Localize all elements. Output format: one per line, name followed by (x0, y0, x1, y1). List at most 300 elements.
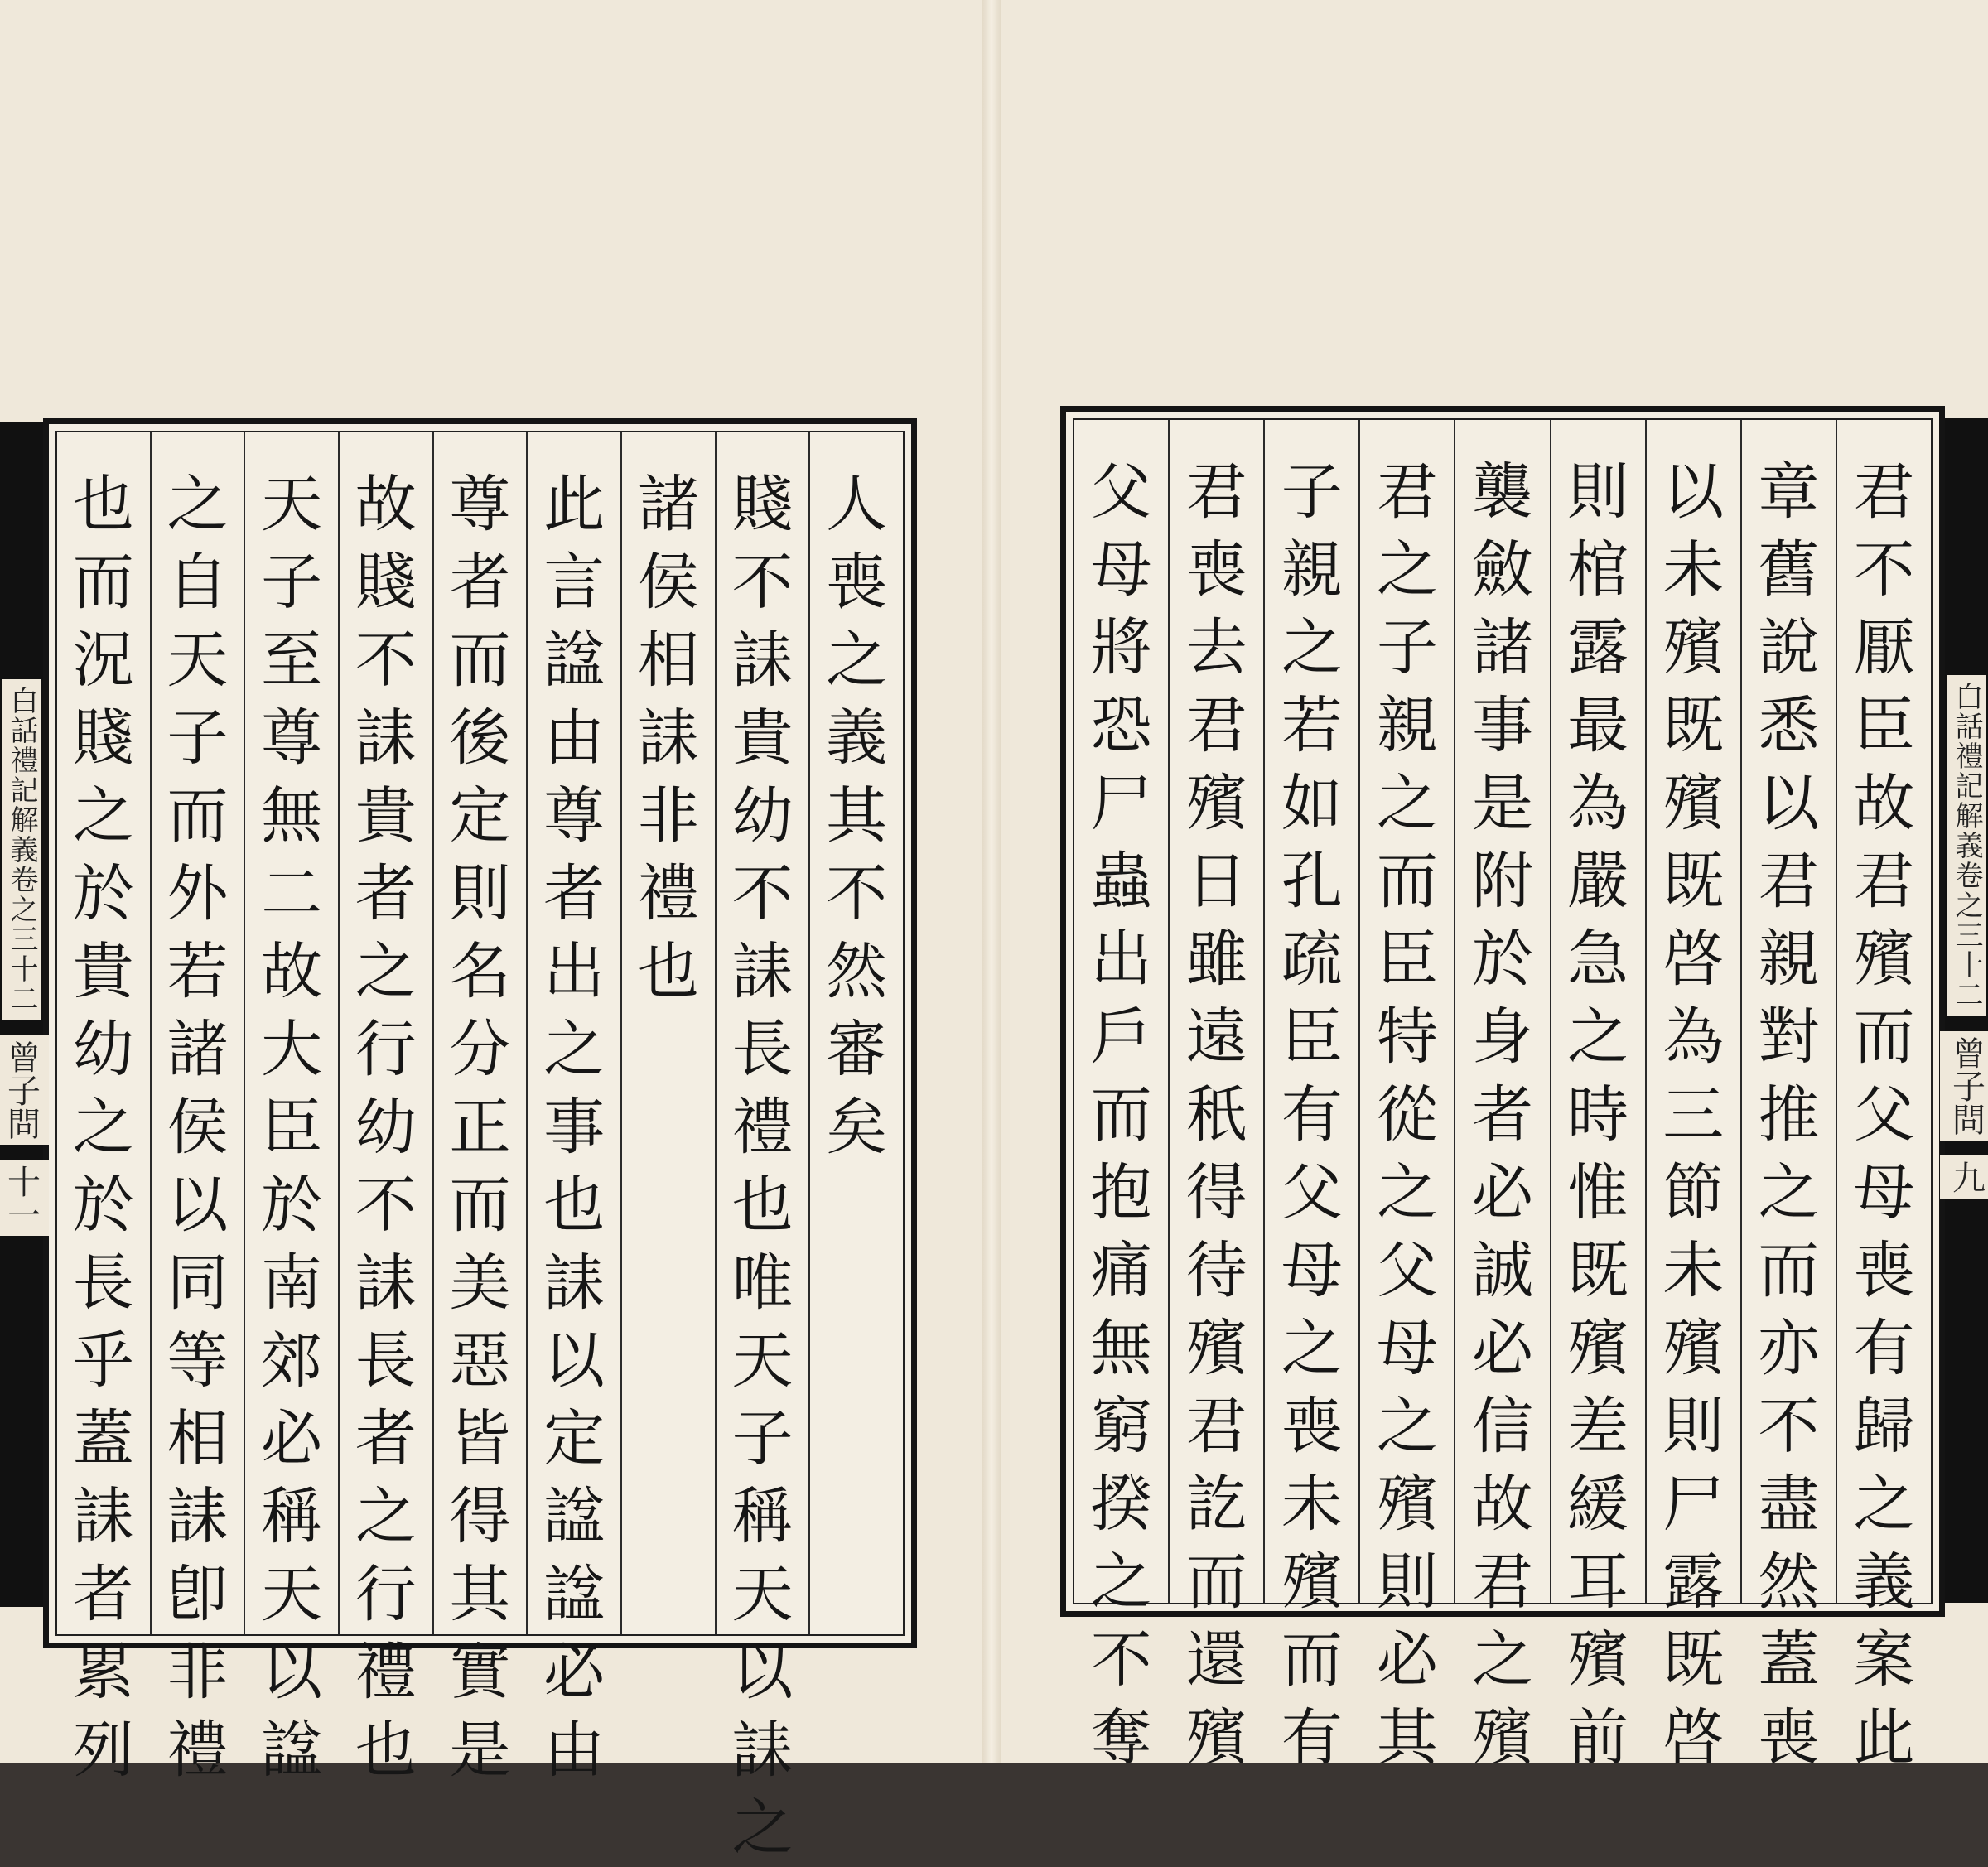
text-glyph: 由 (537, 699, 611, 777)
left-margin-folio: 十一 (0, 1160, 49, 1236)
text-glyph: 而 (160, 777, 234, 855)
text-glyph: 父 (1370, 1232, 1445, 1310)
text-glyph: 未 (1656, 531, 1730, 609)
text-glyph: 痛 (1084, 1232, 1159, 1310)
text-glyph: 之 (1275, 609, 1349, 687)
text-glyph: 幼 (66, 1011, 141, 1088)
text-glyph: 諸 (160, 1011, 234, 1088)
text-glyph: 之 (819, 621, 894, 699)
text-glyph: 審 (819, 1011, 894, 1088)
text-glyph: 禮 (631, 855, 706, 933)
text-glyph: 之 (1370, 765, 1445, 842)
text-glyph: 緩 (1561, 1465, 1635, 1543)
text-glyph: 為 (1656, 998, 1730, 1076)
text-glyph: 相 (160, 1400, 234, 1478)
text-column (1550, 420, 1645, 1603)
right-margin-folio: 九 (1940, 1155, 1988, 1199)
text-glyph: 者 (349, 855, 423, 933)
text-glyph: 而 (1180, 1543, 1254, 1621)
text-glyph: 有 (1275, 1076, 1349, 1154)
text-glyph: 附 (1465, 842, 1540, 920)
text-glyph: 將 (1084, 609, 1159, 687)
text-glyph: 日 (1180, 842, 1254, 920)
text-glyph: 既 (1561, 1232, 1635, 1310)
text-glyph: 子 (160, 699, 234, 777)
text-glyph: 者 (537, 855, 611, 933)
text-glyph: 自 (160, 543, 234, 621)
text-glyph: 從 (1370, 1076, 1445, 1154)
text-glyph: 卽 (160, 1556, 234, 1633)
text-glyph: 貴 (349, 777, 423, 855)
text-glyph: 禮 (725, 1088, 799, 1166)
left-margin-chapter: 曾子問 (0, 1035, 49, 1145)
text-glyph: 子 (725, 1400, 799, 1478)
text-glyph: 則 (442, 855, 517, 933)
text-glyph: 諸 (1465, 609, 1540, 687)
text-glyph: 其 (442, 1556, 517, 1633)
text-glyph: 抱 (1084, 1154, 1159, 1232)
text-column (1168, 420, 1263, 1603)
text-glyph: 言 (537, 543, 611, 621)
text-glyph: 子 (254, 543, 329, 621)
text-glyph: 露 (1656, 1543, 1730, 1621)
text-glyph: 者 (442, 543, 517, 621)
text-glyph: 之 (1370, 531, 1445, 609)
text-glyph: 待 (1180, 1232, 1254, 1310)
text-glyph: 殯 (1561, 1621, 1635, 1699)
text-glyph: 賤 (66, 699, 141, 777)
text-glyph: 侯 (160, 1088, 234, 1166)
text-glyph: 戶 (1084, 998, 1159, 1076)
text-glyph: 不 (1084, 1621, 1159, 1699)
text-glyph: 君 (1180, 1387, 1254, 1465)
text-glyph: 而 (1370, 842, 1445, 920)
text-glyph: 必 (254, 1400, 329, 1478)
text-glyph: 殯 (1561, 1310, 1635, 1387)
text-glyph: 之 (1084, 1543, 1159, 1621)
text-glyph: 列 (66, 1711, 141, 1789)
text-glyph: 名 (442, 933, 517, 1011)
text-glyph: 諸 (631, 466, 706, 543)
text-glyph: 不 (349, 621, 423, 699)
text-glyph: 君 (1370, 453, 1445, 531)
text-glyph: 賤 (349, 543, 423, 621)
text-glyph: 故 (1465, 1465, 1540, 1543)
text-glyph: 貴 (725, 699, 799, 777)
text-glyph: 喪 (1275, 1387, 1349, 1465)
text-glyph: 子 (1370, 609, 1445, 687)
text-glyph: 疏 (1275, 920, 1349, 998)
text-glyph: 必 (1465, 1310, 1540, 1387)
text-glyph: 之 (1751, 1154, 1826, 1232)
text-glyph: 母 (1084, 531, 1159, 609)
text-glyph: 誄 (725, 621, 799, 699)
text-glyph: 以 (1751, 765, 1826, 842)
text-glyph: 正 (442, 1088, 517, 1166)
text-column (526, 432, 620, 1634)
text-glyph: 而 (1275, 1621, 1349, 1699)
text-glyph: 而 (442, 1166, 517, 1244)
text-glyph: 還 (1180, 1621, 1254, 1699)
text-glyph: 以 (725, 1633, 799, 1711)
text-glyph: 臣 (1846, 687, 1921, 765)
text-glyph: 以 (1656, 453, 1730, 531)
text-glyph: 厭 (1846, 609, 1921, 687)
text-glyph: 尸 (1656, 1465, 1730, 1543)
text-glyph: 喪 (1180, 531, 1254, 609)
text-column (244, 432, 338, 1634)
text-glyph: 必 (1465, 1154, 1540, 1232)
text-glyph: 身 (1465, 998, 1540, 1076)
text-glyph: 父 (1275, 1154, 1349, 1232)
text-glyph: 實 (442, 1633, 517, 1711)
text-glyph: 啓 (1656, 920, 1730, 998)
text-glyph: 而 (1846, 998, 1921, 1076)
text-glyph: 諡 (537, 1478, 611, 1556)
text-glyph: 誄 (349, 1244, 423, 1322)
text-glyph: 之 (1370, 1387, 1445, 1465)
text-glyph: 其 (819, 777, 894, 855)
text-glyph: 喪 (1846, 1232, 1921, 1310)
text-glyph: 盡 (1751, 1465, 1826, 1543)
text-glyph: 之 (1465, 1621, 1540, 1699)
text-glyph: 之 (1370, 1154, 1445, 1232)
text-column (620, 432, 715, 1634)
text-glyph: 之 (66, 1088, 141, 1166)
text-glyph: 雖 (1180, 920, 1254, 998)
text-glyph: 義 (1846, 1543, 1921, 1621)
text-glyph: 禮 (349, 1633, 423, 1711)
text-glyph: 誄 (631, 699, 706, 777)
text-glyph: 諡 (537, 1556, 611, 1633)
text-glyph: 等 (160, 1322, 234, 1400)
text-glyph: 幼 (725, 777, 799, 855)
text-glyph: 蟲 (1084, 842, 1159, 920)
text-glyph: 未 (1275, 1465, 1349, 1543)
text-column (150, 432, 244, 1634)
text-glyph: 誄 (537, 1244, 611, 1322)
text-glyph: 之 (349, 933, 423, 1011)
text-glyph: 天 (160, 621, 234, 699)
text-glyph: 有 (1275, 1699, 1349, 1777)
text-column (808, 432, 903, 1634)
text-glyph: 矣 (819, 1088, 894, 1166)
text-glyph: 君 (1180, 687, 1254, 765)
text-glyph: 此 (537, 466, 611, 543)
text-glyph: 相 (631, 621, 706, 699)
left-page-margin-strip (0, 422, 43, 1607)
text-glyph: 三 (1656, 1076, 1730, 1154)
text-glyph: 則 (1656, 1387, 1730, 1465)
text-glyph: 未 (1656, 1232, 1730, 1310)
text-glyph: 之 (1846, 1465, 1921, 1543)
text-glyph: 出 (1084, 920, 1159, 998)
text-glyph: 蓋 (1751, 1621, 1826, 1699)
text-glyph: 臣 (1370, 920, 1445, 998)
text-glyph: 既 (1656, 1621, 1730, 1699)
text-glyph: 出 (537, 933, 611, 1011)
text-glyph: 長 (66, 1244, 141, 1322)
text-glyph: 殯 (1275, 1543, 1349, 1621)
text-column (1836, 420, 1931, 1603)
text-glyph: 蓋 (66, 1400, 141, 1478)
text-glyph: 誄 (160, 1478, 234, 1556)
left-column-grid (55, 431, 905, 1636)
text-glyph: 而 (66, 543, 141, 621)
text-glyph: 郊 (254, 1322, 329, 1400)
text-glyph: 不 (349, 1166, 423, 1244)
text-glyph: 之 (349, 1478, 423, 1556)
text-column (338, 432, 432, 1634)
text-column (1645, 420, 1740, 1603)
text-glyph: 後 (442, 699, 517, 777)
text-glyph: 殯 (1370, 1465, 1445, 1543)
text-glyph: 非 (160, 1633, 234, 1711)
text-glyph: 於 (66, 855, 141, 933)
text-glyph: 至 (254, 621, 329, 699)
text-glyph: 幼 (349, 1088, 423, 1166)
text-glyph: 父 (1846, 1076, 1921, 1154)
text-glyph: 稱 (254, 1478, 329, 1556)
text-glyph: 殯 (1465, 1699, 1540, 1777)
text-glyph: 君 (1180, 453, 1254, 531)
text-glyph: 君 (1846, 842, 1921, 920)
left-text-frame (43, 418, 917, 1648)
text-glyph: 則 (1370, 1543, 1445, 1621)
text-glyph: 定 (442, 777, 517, 855)
text-glyph: 非 (631, 777, 706, 855)
text-glyph: 孔 (1275, 842, 1349, 920)
text-column (1263, 420, 1358, 1603)
text-glyph: 不 (1846, 531, 1921, 609)
text-glyph: 天 (725, 1322, 799, 1400)
text-glyph: 之 (725, 1789, 799, 1867)
text-glyph: 者 (66, 1556, 141, 1633)
text-glyph: 殯 (1180, 1699, 1254, 1777)
text-glyph: 惟 (1561, 1154, 1635, 1232)
text-glyph: 也 (537, 1166, 611, 1244)
text-glyph: 稱 (725, 1478, 799, 1556)
text-glyph: 殯 (1180, 1310, 1254, 1387)
text-glyph: 然 (1751, 1543, 1826, 1621)
text-glyph: 諡 (254, 1711, 329, 1789)
text-glyph: 故 (1846, 765, 1921, 842)
text-glyph: 也 (349, 1711, 423, 1789)
text-glyph: 得 (1180, 1154, 1254, 1232)
text-glyph: 必 (537, 1633, 611, 1711)
text-glyph: 禮 (160, 1711, 234, 1789)
text-glyph: 前 (1561, 1699, 1635, 1777)
text-glyph: 耳 (1561, 1543, 1635, 1621)
text-glyph: 貴 (66, 933, 141, 1011)
text-glyph: 既 (1656, 687, 1730, 765)
text-glyph: 誄 (725, 933, 799, 1011)
text-glyph: 行 (349, 1556, 423, 1633)
text-glyph: 親 (1751, 920, 1826, 998)
text-glyph: 殯 (1656, 1310, 1730, 1387)
right-margin-chapter: 曾子問 (1940, 1031, 1988, 1141)
text-glyph: 無 (1084, 1310, 1159, 1387)
text-glyph: 啓 (1656, 1699, 1730, 1777)
text-glyph: 是 (1465, 765, 1540, 842)
text-glyph: 信 (1465, 1387, 1540, 1465)
text-glyph: 諡 (537, 621, 611, 699)
text-glyph: 恐 (1084, 687, 1159, 765)
text-glyph: 殯 (1656, 765, 1730, 842)
left-margin-title: 白話禮記解義卷之三十二 (2, 679, 41, 1020)
text-glyph: 不 (725, 855, 799, 933)
text-glyph: 母 (1846, 1154, 1921, 1232)
text-glyph: 君 (1465, 1543, 1540, 1621)
text-glyph: 時 (1561, 1076, 1635, 1154)
text-glyph: 不 (819, 855, 894, 933)
text-column (1454, 420, 1549, 1603)
text-glyph: 母 (1370, 1310, 1445, 1387)
text-glyph: 天 (725, 1556, 799, 1633)
text-glyph: 侯 (631, 543, 706, 621)
text-glyph: 為 (1561, 765, 1635, 842)
text-glyph: 特 (1370, 998, 1445, 1076)
text-glyph: 若 (160, 933, 234, 1011)
text-glyph: 者 (349, 1400, 423, 1478)
text-column (57, 432, 150, 1634)
text-glyph: 而 (442, 621, 517, 699)
text-glyph: 尸 (1084, 765, 1159, 842)
text-glyph: 秖 (1180, 1076, 1254, 1154)
text-glyph: 義 (819, 699, 894, 777)
text-column (1074, 420, 1168, 1603)
text-glyph: 親 (1370, 687, 1445, 765)
text-glyph: 以 (537, 1322, 611, 1400)
book-gutter (982, 0, 1001, 1763)
text-column (1358, 420, 1454, 1603)
text-glyph: 天 (254, 1556, 329, 1633)
text-glyph: 訖 (1180, 1465, 1254, 1543)
right-margin-title: 白話禮記解義卷之三十二 (1947, 675, 1986, 1016)
text-glyph: 南 (254, 1244, 329, 1322)
text-glyph: 無 (254, 777, 329, 855)
text-glyph: 子 (1275, 453, 1349, 531)
text-glyph: 尊 (442, 466, 517, 543)
text-glyph: 也 (66, 466, 141, 543)
right-text-frame (1060, 406, 1945, 1617)
text-glyph: 故 (254, 933, 329, 1011)
text-glyph: 也 (725, 1166, 799, 1244)
text-glyph: 誠 (1465, 1232, 1540, 1310)
text-glyph: 以 (160, 1166, 234, 1244)
text-glyph: 推 (1751, 1076, 1826, 1154)
text-glyph: 去 (1180, 609, 1254, 687)
text-glyph: 不 (1751, 1387, 1826, 1465)
text-glyph: 節 (1656, 1154, 1730, 1232)
text-glyph: 臣 (1275, 998, 1349, 1076)
right-page-margin-strip (1945, 418, 1988, 1603)
text-glyph: 之 (1561, 998, 1635, 1076)
text-glyph: 斂 (1465, 531, 1540, 609)
text-glyph: 必 (1370, 1621, 1445, 1699)
text-glyph: 也 (631, 933, 706, 1011)
text-glyph: 殯 (1846, 920, 1921, 998)
text-glyph: 於 (66, 1166, 141, 1244)
text-glyph: 亦 (1751, 1310, 1826, 1387)
text-glyph: 歸 (1846, 1387, 1921, 1465)
text-glyph: 殯 (1656, 609, 1730, 687)
text-glyph: 賤 (725, 466, 799, 543)
text-glyph: 奪 (1084, 1699, 1159, 1777)
text-glyph: 殯 (1180, 765, 1254, 842)
text-glyph: 於 (254, 1166, 329, 1244)
text-glyph: 之 (160, 466, 234, 543)
text-glyph: 分 (442, 1011, 517, 1088)
text-glyph: 親 (1275, 531, 1349, 609)
text-glyph: 以 (254, 1633, 329, 1711)
text-glyph: 如 (1275, 765, 1349, 842)
text-glyph: 行 (349, 1011, 423, 1088)
text-glyph: 外 (160, 855, 234, 933)
text-glyph: 人 (819, 466, 894, 543)
text-glyph: 急 (1561, 920, 1635, 998)
text-glyph: 事 (1465, 687, 1540, 765)
text-glyph: 二 (254, 855, 329, 933)
text-glyph: 喪 (819, 543, 894, 621)
text-glyph: 累 (66, 1633, 141, 1711)
text-glyph: 母 (1275, 1232, 1349, 1310)
text-glyph: 差 (1561, 1387, 1635, 1465)
text-glyph: 有 (1846, 1310, 1921, 1387)
text-glyph: 皆 (442, 1400, 517, 1478)
text-glyph: 露 (1561, 609, 1635, 687)
text-glyph: 之 (537, 1011, 611, 1088)
text-glyph: 故 (349, 466, 423, 543)
text-glyph: 而 (1084, 1076, 1159, 1154)
text-glyph: 唯 (725, 1244, 799, 1322)
text-glyph: 其 (1370, 1699, 1445, 1777)
text-glyph: 對 (1751, 998, 1826, 1076)
text-glyph: 同 (160, 1244, 234, 1322)
text-column (1740, 420, 1836, 1603)
text-glyph: 君 (1751, 842, 1826, 920)
text-glyph: 而 (1751, 1232, 1826, 1310)
text-glyph: 由 (537, 1711, 611, 1789)
text-glyph: 之 (66, 777, 141, 855)
text-glyph: 揆 (1084, 1465, 1159, 1543)
text-glyph: 乎 (66, 1322, 141, 1400)
text-glyph: 遠 (1180, 998, 1254, 1076)
text-glyph: 長 (349, 1322, 423, 1400)
text-glyph: 誄 (725, 1711, 799, 1789)
text-glyph: 然 (819, 933, 894, 1011)
text-glyph: 於 (1465, 920, 1540, 998)
text-glyph: 悉 (1751, 687, 1826, 765)
text-glyph: 得 (442, 1478, 517, 1556)
text-column (715, 432, 809, 1634)
text-glyph: 是 (442, 1711, 517, 1789)
right-column-grid (1073, 418, 1933, 1604)
text-glyph: 既 (1656, 842, 1730, 920)
text-glyph: 此 (1846, 1699, 1921, 1777)
text-glyph: 惡 (442, 1322, 517, 1400)
text-glyph: 定 (537, 1400, 611, 1478)
text-glyph: 者 (1465, 1076, 1540, 1154)
text-glyph: 嚴 (1561, 842, 1635, 920)
text-glyph: 天 (254, 466, 329, 543)
text-glyph: 況 (66, 621, 141, 699)
text-glyph: 襲 (1465, 453, 1540, 531)
text-glyph: 事 (537, 1088, 611, 1166)
text-column (432, 432, 527, 1634)
text-glyph: 喪 (1751, 1699, 1826, 1777)
text-glyph: 美 (442, 1244, 517, 1322)
